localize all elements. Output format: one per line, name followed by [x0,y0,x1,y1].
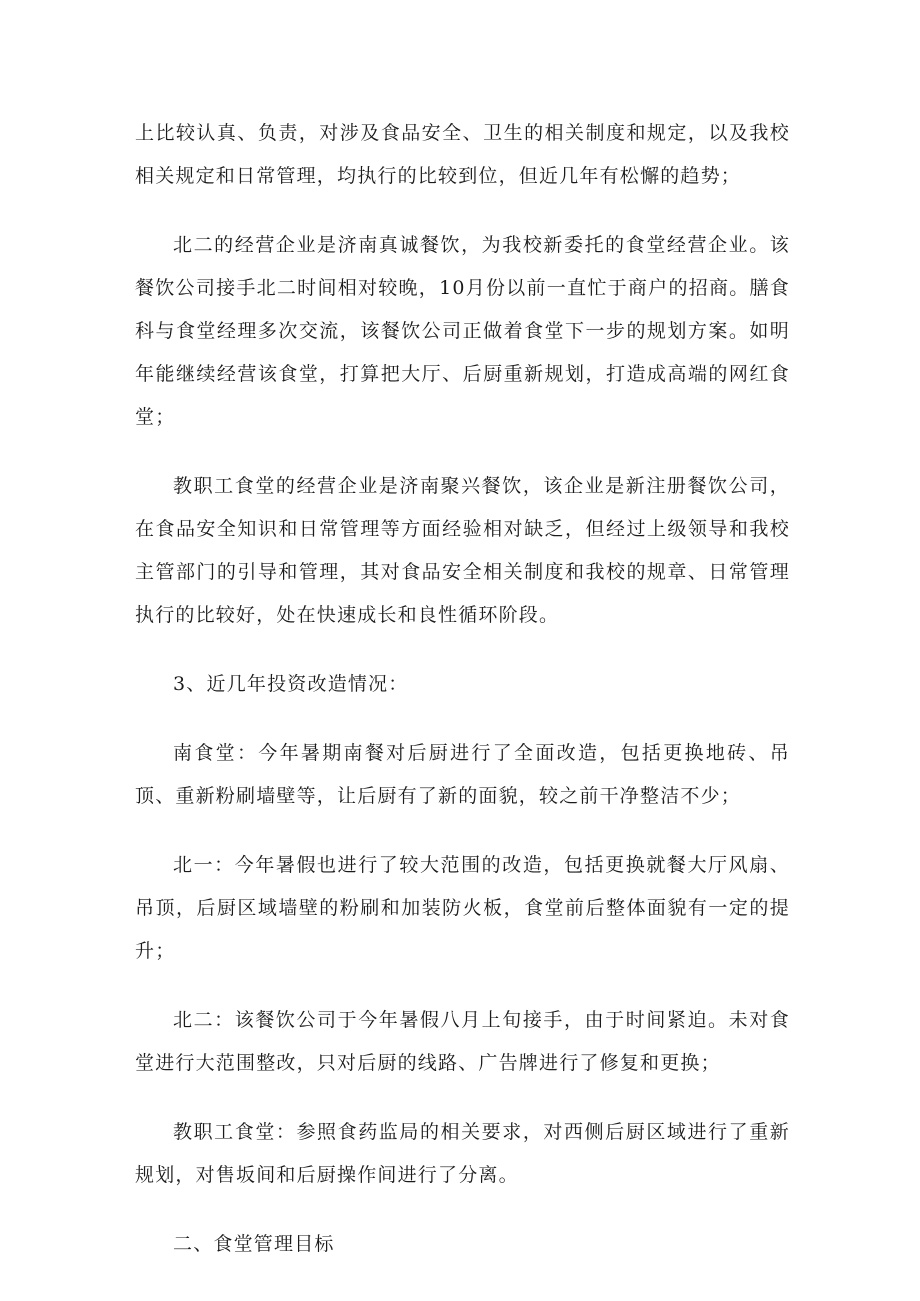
paragraph-staff-canteen: 教职工食堂的经营企业是济南聚兴餐饮，该企业是新注册餐饮公司，在食品安全知识和日常管理等方面经验相对缺乏，但经过上级领导和我校主管部门的引导和管理，其对食品安全相关制度和我校的规章、日常管理执行的比较好，处在快速成长和良性循环阶段。 [135,475,790,626]
paragraph-bei-er-canteen: 北二的经营企业是济南真诚餐饮，为我校新委托的食堂经营企业。该餐饮公司接手北二时间相对较晚，10月份以前一直忙于商户的招商。膳食科与食堂经理多次交流，该餐饮公司正做着食堂下一步的规划方案。如明年能继续经营该食堂，打算把大厅、后厨重新规划，打造成高端的网红食堂； [135,234,790,428]
paragraph-bei-yi: 北一：今年暑假也进行了较大范围的改造，包括更换就餐大厅风扇、吊顶，后厨区域墙壁的粉刷和加装防火板，食堂前后整体面貌有一定的提升； [135,854,790,962]
section-heading-investment: 3、近几年投资改造情况： [173,673,409,695]
paragraph-continued-compliance: 上比较认真、负责，对涉及食品安全、卫生的相关制度和规定，以及我校相关规定和日常管理，均执行的比较到位，但近几年有松懈的趋势； [135,122,790,187]
section-heading-management-goals: 二、食堂管理目标 [173,1233,335,1255]
document-body [135,112,790,1266]
paragraph-south-canteen: 南食堂：今年暑期南餐对后厨进行了全面改造，包括更换地砖、吊顶、重新粉刷墙壁等，让后厨有了新的面貌，较之前干净整洁不少； [135,742,790,807]
paragraph-staff-canteen-renovation: 教职工食堂：参照食药监局的相关要求，对西侧后厨区域进行了重新规划，对售坂间和后厨操作间进行了分离。 [135,1121,790,1186]
paragraph-bei-er-renovation: 北二：该餐饮公司于今年暑假八月上旬接手，由于时间紧迫。未对食堂进行大范围整改，只对后厨的线路、广告牌进行了修复和更换； [135,1009,790,1074]
